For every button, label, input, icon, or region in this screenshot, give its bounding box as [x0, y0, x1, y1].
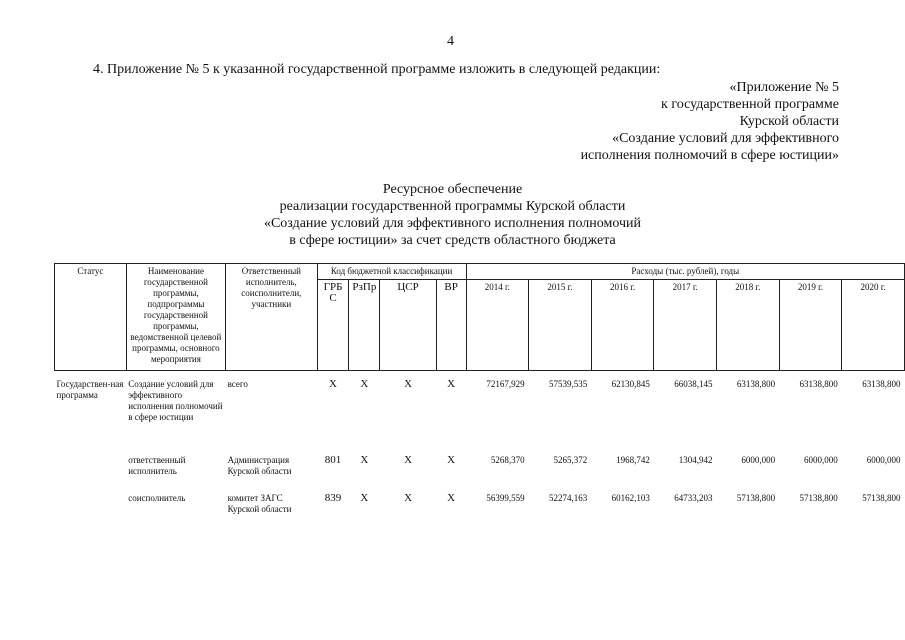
cell-value: 5265,372	[553, 455, 588, 465]
page-number: 4	[447, 34, 454, 49]
appendix-reference	[581, 79, 839, 164]
cell-executor: Администрация Курской области	[227, 455, 292, 476]
cell-value: 52274,163	[549, 493, 588, 503]
cell-value: 6000,000	[804, 455, 838, 465]
header-grbs: ГРБ С	[317, 280, 349, 371]
cell-value: 66038,145	[674, 379, 713, 389]
cell-executor: всего	[227, 379, 248, 389]
table-row	[55, 483, 905, 523]
header-budget-code: Код бюджетной классификации	[317, 264, 466, 280]
cell-value: 57539,535	[549, 379, 588, 389]
header-vr: ВР	[436, 280, 466, 371]
cell-value: 6000,000	[741, 455, 776, 465]
header-year: 2016 г.	[591, 280, 654, 371]
cell-value: 56399,559	[486, 493, 525, 503]
cell-rzpr: X	[360, 492, 369, 504]
header-year: 2014 г.	[466, 280, 529, 371]
cell-csr: X	[404, 492, 413, 504]
table-row	[55, 371, 905, 442]
header-csr: ЦСР	[380, 280, 436, 371]
title-line: в сфере юстиции» за счет средств областного бюджета	[289, 233, 616, 248]
cell-value: 63138,800	[862, 379, 901, 389]
resource-table	[54, 263, 905, 523]
table-row	[55, 441, 905, 483]
cell-name: Создание условий для эффективного исполнения полномочий в сфере юстиции	[128, 379, 223, 422]
cell-value: 64733,203	[674, 493, 713, 503]
cell-grbs: 839	[324, 492, 342, 504]
cell-value: 63138,800	[799, 379, 838, 389]
appendix-line: «Приложение № 5	[729, 80, 839, 95]
header-expenses: Расходы (тыс. рублей), годы	[466, 264, 904, 280]
cell-value: 60162,103	[611, 493, 650, 503]
appendix-line: исполнения полномочий в сфере юстиции»	[580, 148, 839, 163]
cell-name: соисполнитель	[128, 493, 186, 503]
cell-rzpr: X	[360, 454, 369, 466]
header-year: 2015 г.	[529, 280, 592, 371]
cell-vr: X	[447, 454, 456, 466]
cell-value: 1304,942	[678, 455, 713, 465]
cell-status: Государствен-ная программа	[56, 379, 124, 400]
cell-executor: комитет ЗАГС Курской области	[227, 493, 292, 514]
cell-value: 57138,800	[736, 493, 776, 503]
header-executor: Ответственный исполнитель, соисполнители, участники	[226, 264, 317, 371]
cell-value: 57138,800	[799, 493, 838, 503]
cell-name: ответственный исполнитель	[128, 455, 186, 476]
header-year: 2020 г.	[842, 280, 905, 371]
appendix-line: Курской области	[739, 114, 839, 129]
title-line: Ресурсное обеспечение	[382, 182, 523, 197]
cell-value: 1968,742	[616, 455, 650, 465]
header-year: 2017 г.	[654, 280, 717, 371]
cell-vr: X	[447, 492, 456, 504]
appendix-line: «Создание условий для эффективного	[612, 131, 839, 146]
cell-csr: X	[404, 454, 413, 466]
intro-paragraph: 4. Приложение № 5 к указанной государственной программе изложить в следующей редакции:	[93, 62, 661, 77]
header-name: Наименование государственной программы, подпрограммы государственной программы, ведомственной целевой программы, основного мероприятия	[126, 264, 225, 371]
cell-value: 62130,845	[611, 379, 650, 389]
cell-rzpr: X	[360, 378, 369, 390]
cell-status	[55, 441, 127, 483]
title-line: «Создание условий для эффективного исполнения полномочий	[263, 216, 642, 231]
cell-value: 57138,800	[862, 493, 901, 503]
title-line: реализации государственной программы Курской области	[279, 199, 626, 214]
document-title	[0, 181, 905, 249]
cell-value: 5268,370	[490, 455, 525, 465]
cell-csr: X	[404, 378, 413, 390]
cell-value: 72167,929	[486, 379, 525, 389]
cell-value: 6000,000	[866, 455, 901, 465]
header-rzpr: РзПр	[349, 280, 380, 371]
cell-value: 63138,800	[736, 379, 776, 389]
header-year: 2018 г.	[717, 280, 780, 371]
header-status: Статус	[55, 264, 127, 371]
cell-grbs: X	[329, 378, 337, 390]
appendix-line: к государственной программе	[661, 97, 839, 112]
cell-grbs: 801	[324, 454, 342, 466]
header-year: 2019 г.	[779, 280, 842, 371]
cell-status	[55, 483, 127, 523]
cell-vr: X	[447, 378, 456, 390]
